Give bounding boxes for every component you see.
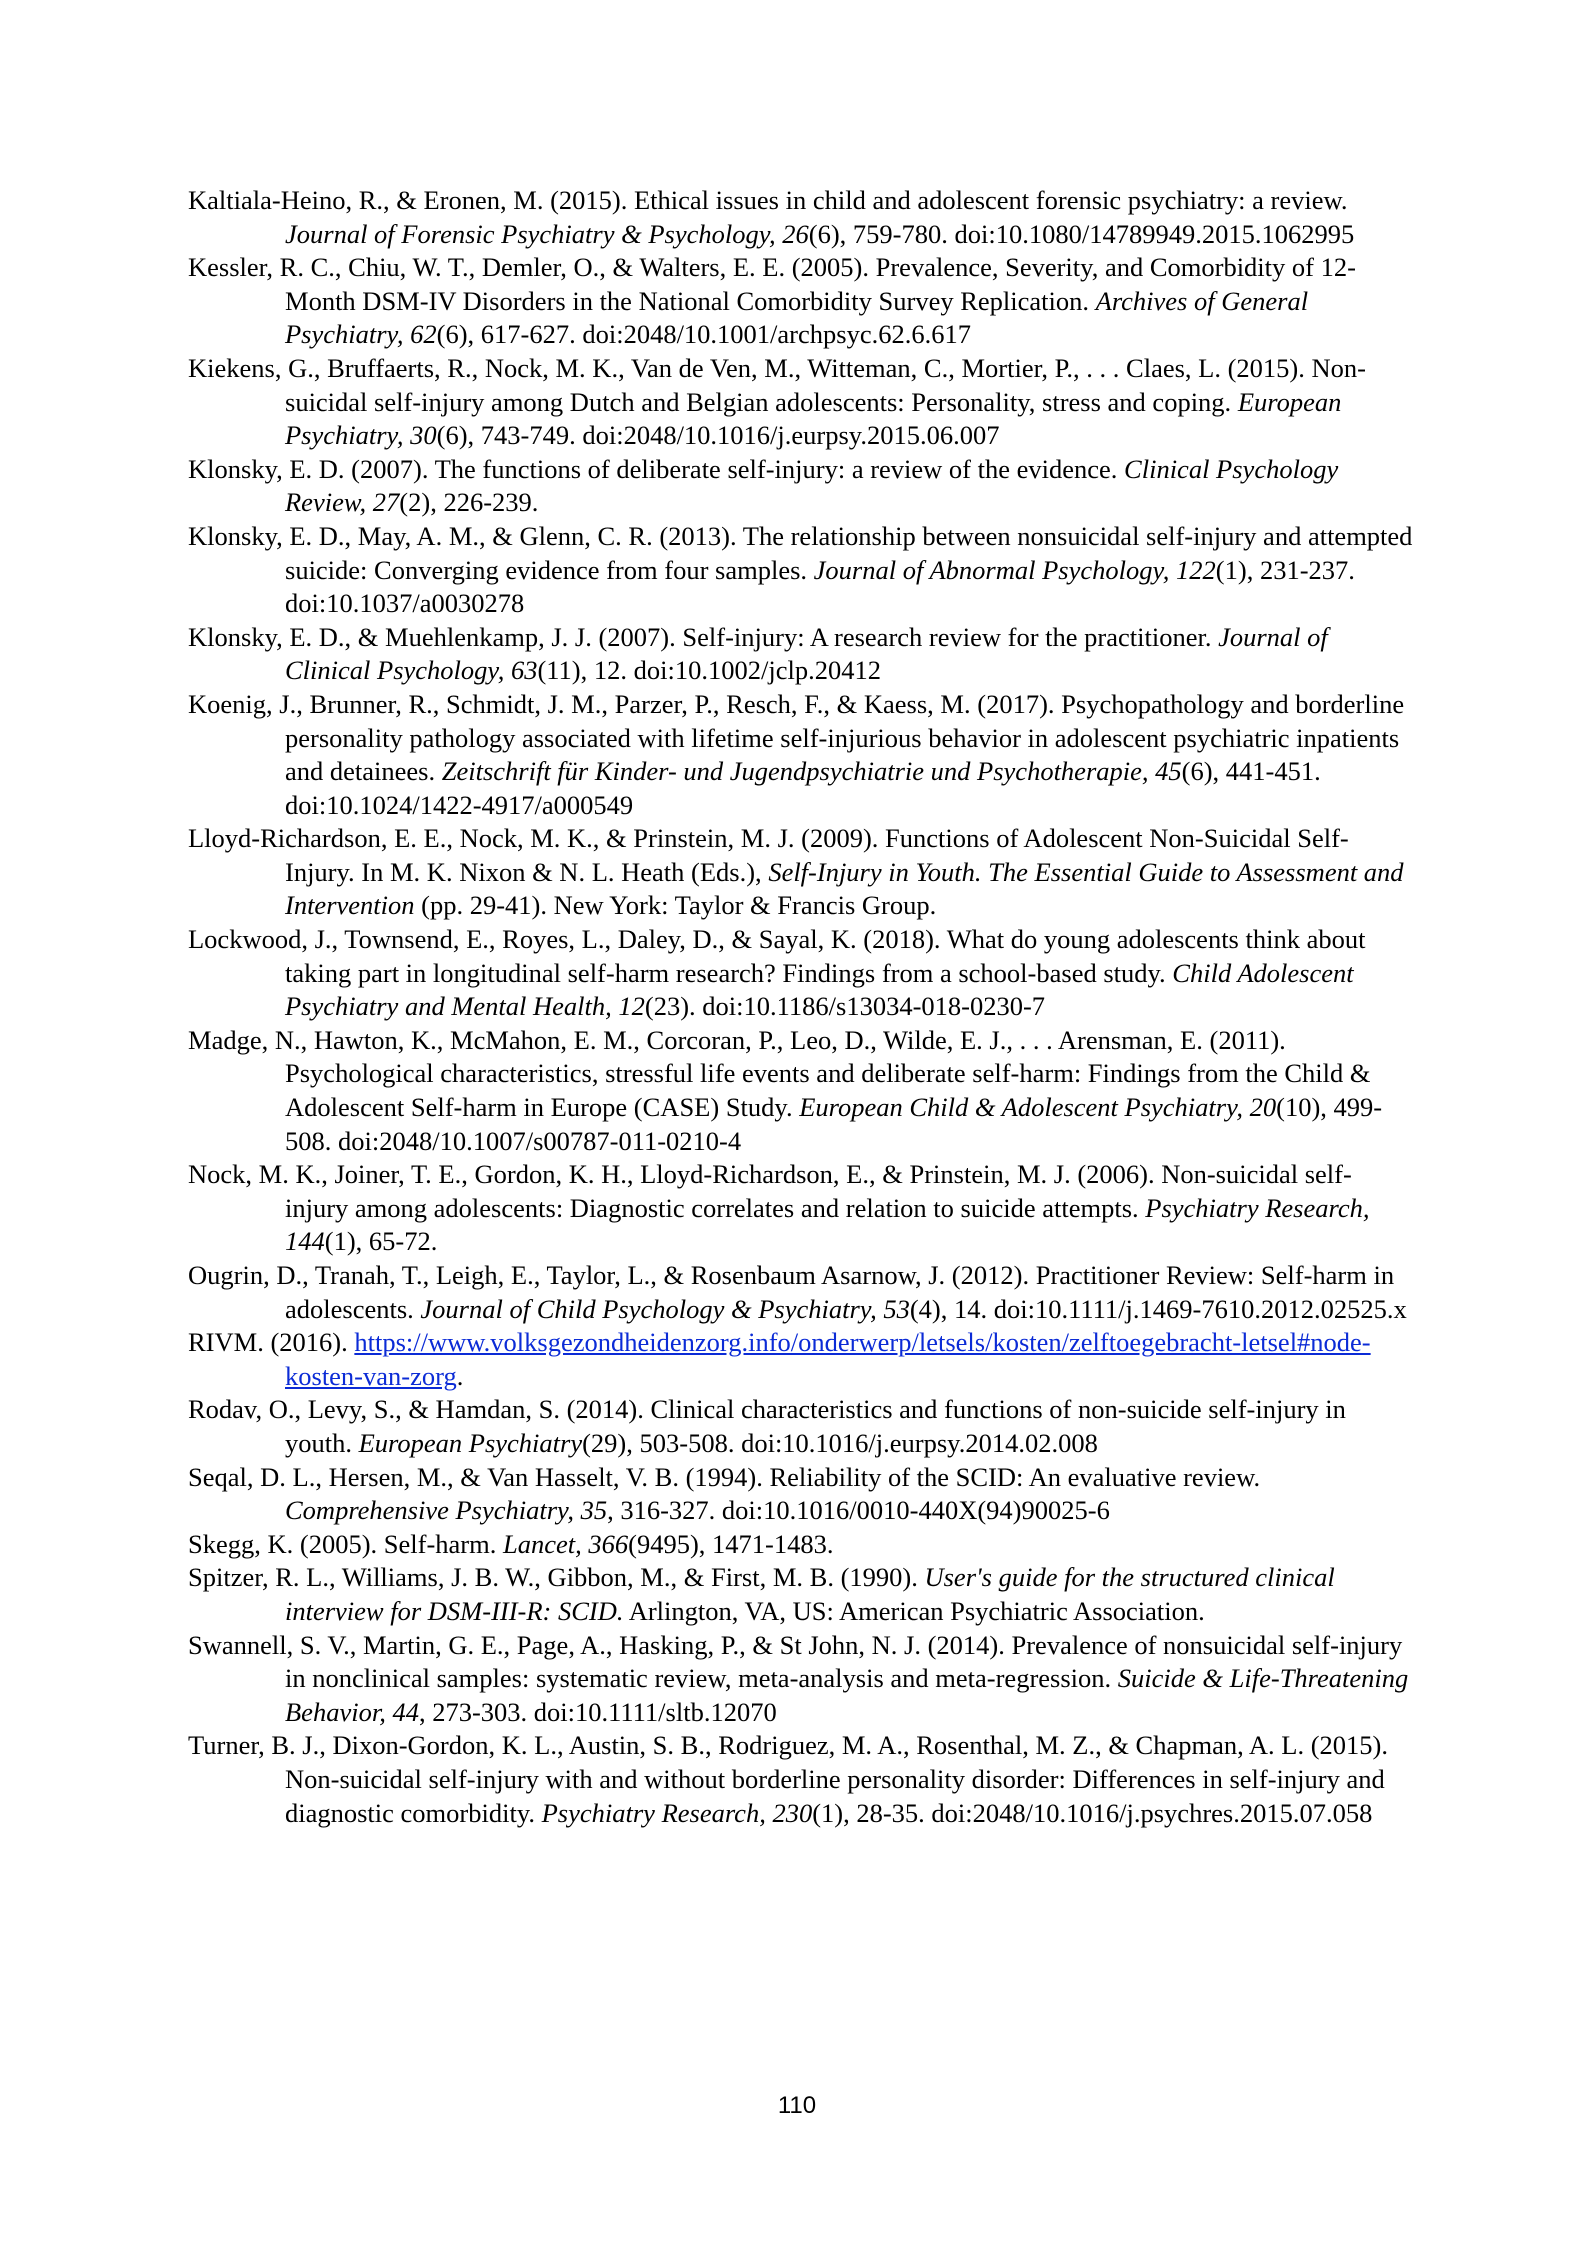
reference-source: Psychiatry Research, 144: [285, 1192, 1370, 1257]
reference-source: European Psychiatry: [358, 1427, 583, 1458]
reference-source: Comprehensive Psychiatry, 35: [285, 1495, 608, 1526]
reference-details: Arlington, VA, US: American Psychiatric Association.: [623, 1595, 1205, 1626]
reference-details: (10), 499-508. doi:2048/10.1007/s00787-011-0210-4: [285, 1092, 1383, 1156]
reference-entry: [188, 453, 1413, 520]
reference-entry: [188, 251, 1413, 352]
reference-source: Archives of General Psychiatry, 62: [285, 285, 1309, 350]
reference-source: European Child & Adolescent Psychiatry, 20: [799, 1092, 1277, 1123]
reference-text: Turner, B. J., Dixon-Gordon, K. L., Austin, S. B., Rodriguez, M. A., Rosenthal, M. Z., & Chapman, A. L. (2015). Non-suicidal self-injury with and without borderline personality disorder: Differences in self-injury and diagnostic comorbidity.: [188, 1730, 1389, 1828]
reference-text: Swannell, S. V., Martin, G. E., Page, A., Hasking, P., & St John, N. J. (2014). Prevalence of nonsuicidal self-injury in nonclinical samples: systematic review, meta-analysis and meta-regression.: [188, 1629, 1403, 1694]
reference-details: (23). doi:10.1186/s13034-018-0230-7: [644, 991, 1046, 1022]
reference-details: (6), 617-627. doi:2048/10.1001/archpsyc.62.6.617: [436, 319, 971, 350]
reference-source: Suicide & Life-Threatening Behavior, 44: [285, 1663, 1409, 1727]
reference-text: Klonsky, E. D. (2007). The functions of deliberate self-injury: a review of the evidence.: [188, 453, 1125, 484]
reference-text: Kiekens, G., Bruffaerts, R., Nock, M. K., Van de Ven, M., Witteman, C., Mortier, P., . . . Claes, L. (2015). Non-suicidal self-injury among Dutch and Belgian adolescents: Personality, stress and coping.: [188, 352, 1366, 417]
reference-entry: [188, 1393, 1413, 1460]
reference-entry: [188, 923, 1413, 1024]
reference-source: Clinical Psychology Review, 27: [285, 453, 1339, 518]
reference-source: Journal of Abnormal Psychology, 122: [813, 554, 1216, 585]
reference-text: Lloyd-Richardson, E. E., Nock, M. K., & Prinstein, M. J. (2009). Functions of Adolescent Non-Suicidal Self-Injury. In M. K. Nixon & N. L. Heath (Eds.),: [188, 823, 1349, 887]
page-number: 110: [777, 2092, 817, 2119]
reference-entry: [188, 1729, 1413, 1830]
reference-text: Lockwood, J., Townsend, E., Royes, L., Daley, D., & Sayal, K. (2018). What do young adolescents think about taking part in longitudinal self‐harm research? Findings from a school‐based study.: [188, 924, 1366, 988]
reference-details: (1), 28-35. doi:2048/10.1016/j.psychres.2015.07.058: [812, 1797, 1373, 1828]
reference-text: Klonsky, E. D., & Muehlenkamp, J. J. (2007). Self-injury: A research review for the practitioner.: [188, 621, 1219, 652]
reference-details: (2), 226-239.: [399, 487, 539, 518]
reference-entry: [188, 688, 1413, 822]
reference-entry: [188, 1461, 1413, 1528]
reference-text: Skegg, K. (2005). Self-harm.: [188, 1528, 503, 1559]
reference-text: Nock, M. K., Joiner, T. E., Gordon, K. H., Lloyd-Richardson, E., & Prinstein, M. J. (2006). Non-suicidal self-injury among adolescents: Diagnostic correlates and relation to suicide attempts.: [188, 1159, 1352, 1223]
reference-source: Child Adolescent Psychiatry and Mental Health, 12: [285, 957, 1354, 1022]
reference-text: Madge, N., Hawton, K., McMahon, E. M., Corcoran, P., Leo, D., Wilde, E. J., . . . Arensman, E. (2011). Psychological characteristics, stressful life events and deliberate self-harm: Findings from the Child & Adolescent Self-harm in Europe (CASE) Study.: [188, 1024, 1371, 1123]
reference-entry: [188, 1158, 1413, 1259]
reference-details: (6), 743-749. doi:2048/10.1016/j.eurpsy.2015.06.007: [436, 420, 1000, 451]
reference-entry: [188, 1024, 1413, 1158]
reference-text: Koenig, J., Brunner, R., Schmidt, J. M., Parzer, P., Resch, F., & Kaess, M. (2017). Psychopathology and borderline personality pathology associated with lifetime self-injurious behavior in adolescent psychiatric inpatients and detainees.: [188, 688, 1405, 787]
reference-link[interactable]: https://www.volksgezondheidenzorg.info/onderwerp/letsels/kosten/zelftoegebracht-letsel#node-kosten-van-zorg: [285, 1327, 1371, 1391]
reference-text: Seqal, D. L., Hersen, M., & Van Hasselt, V. B. (1994). Reliability of the SCID: An evaluative review.: [188, 1461, 1261, 1492]
reference-source: User's guide for the structured clinical interview for DSM-III-R: SCID.: [285, 1562, 1335, 1626]
reference-source: Journal of Forensic Psychiatry & Psychology, 26: [285, 218, 809, 249]
reference-entry: [188, 352, 1413, 453]
reference-list: [188, 184, 1413, 1830]
reference-source: European Psychiatry, 30: [285, 386, 1342, 451]
reference-source: Journal of Child Psychology & Psychiatry, 53: [420, 1293, 910, 1324]
reference-text: Rodav, O., Levy, S., & Hamdan, S. (2014). Clinical characteristics and functions of non-suicide self-injury in youth.: [188, 1394, 1346, 1458]
reference-details: , 316-327. doi:10.1016/0010-440X(94)90025-6: [607, 1495, 1110, 1526]
reference-entry: [188, 1629, 1413, 1730]
reference-source: Lancet, 366: [503, 1528, 629, 1559]
reference-details: (pp. 29-41). New York: Taylor & Francis Group.: [414, 890, 937, 921]
reference-source: Zeitschrift für Kinder- und Jugendpsychiatrie und Psychotherapie, 45: [441, 756, 1182, 787]
reference-entry: [188, 1561, 1413, 1628]
reference-details: (29), 503-508. doi:10.1016/j.eurpsy.2014.02.008: [582, 1427, 1098, 1458]
reference-text: Kessler, R. C., Chiu, W. T., Demler, O., & Walters, E. E. (2005). Prevalence, Severity, and Comorbidity of 12-Month DSM-IV Disorders in the National Comorbidity Survey Replication.: [188, 252, 1356, 316]
reference-entry: [188, 520, 1413, 621]
reference-details: (9495), 1471-1483.: [628, 1528, 834, 1559]
reference-source: Self-Injury in Youth. The Essential Guide to Assessment and Intervention: [285, 856, 1404, 921]
reference-text: Klonsky, E. D., May, A. M., & Glenn, C. R. (2013). The relationship between nonsuicidal self-injury and attempted suicide: Converging evidence from four samples.: [188, 520, 1413, 585]
reference-entry: [188, 1326, 1413, 1393]
reference-entry: [188, 1259, 1413, 1326]
reference-entry: [188, 184, 1413, 251]
reference-details: (4), 14. doi:10.1111/j.1469-7610.2012.02525.x: [909, 1293, 1407, 1324]
reference-text: Spitzer, R. L., Williams, J. B. W., Gibbon, M., & First, M. B. (1990).: [188, 1562, 925, 1593]
reference-details: (6), 759-780. doi:10.1080/14789949.2015.1062995: [808, 218, 1355, 249]
reference-details: (11), 12. doi:10.1002/jclp.20412: [537, 655, 881, 686]
reference-details: (6), 441-451. doi:10.1024/1422-4917/a000549: [285, 756, 1321, 820]
reference-details: , 273-303. doi:10.1111/sltb.12070: [418, 1696, 777, 1727]
reference-text: Ougrin, D., Tranah, T., Leigh, E., Taylor, L., & Rosenbaum Asarnow, J. (2012). Practitioner Review: Self-harm in adolescents.: [188, 1260, 1395, 1324]
reference-text: Kaltiala-Heino, R., & Eronen, M. (2015). Ethical issues in child and adolescent forensic psychiatry: a review.: [188, 185, 1348, 215]
reference-details: (1), 65-72.: [324, 1226, 438, 1257]
reference-source: Journal of Clinical Psychology, 63: [285, 621, 1328, 686]
reference-entry: [188, 621, 1413, 688]
reference-details: .: [456, 1360, 464, 1391]
reference-details: (1), 231-237. doi:10.1037/a0030278: [285, 554, 1355, 619]
reference-source: Psychiatry Research, 230: [541, 1797, 813, 1828]
reference-entry: [188, 1528, 1413, 1562]
reference-text: RIVM. (2016).: [188, 1327, 355, 1358]
reference-entry: [188, 822, 1413, 923]
